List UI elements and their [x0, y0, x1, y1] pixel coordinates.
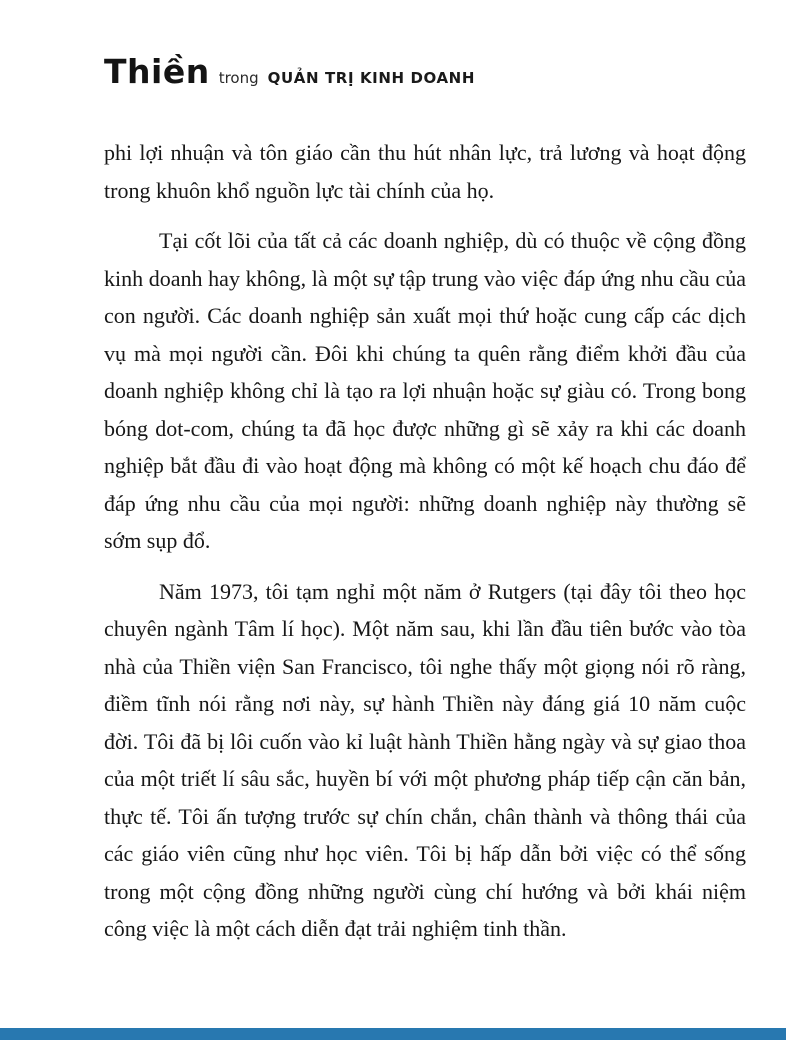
book-title-connector: trong — [218, 69, 259, 87]
paragraph-2: Tại cốt lõi của tất cả các doanh nghiệp, dù có thuộc về cộng đồng kinh doanh hay không, là một sự tập trung vào việc đáp ứng nhu cầu của con người. Các doanh nghiệp sản xuất mọi thứ hoặc cung cấp các dịch vụ mà mọi người cần. Đôi khi chúng ta quên rằng điểm khởi đầu của doanh nghiệp không chỉ là tạo ra lợi nhuận hoặc sự giàu có. Trong bong bóng dot-com, chúng ta đã học được những gì sẽ xảy ra khi các doanh nghiệp bắt đầu đi vào hoạt động mà không có một kế hoạch chu đáo để đáp ứng nhu cầu của mọi người: những doanh nghiệp này thường sẽ sớm sụp đổ. — [104, 228, 746, 553]
paragraph-1: phi lợi nhuận và tôn giáo cần thu hút nhân lực, trả lương và hoạt động trong khuôn khổ nguồn lực tài chính của họ. — [104, 140, 746, 203]
book-title-subtitle: QUẢN TRỊ KINH DOANH — [267, 69, 475, 87]
book-title-brand: Thiền — [104, 52, 210, 91]
page-header — [104, 52, 475, 91]
page-body — [104, 134, 746, 961]
page-bottom-accent-bar — [0, 1028, 786, 1040]
paragraph-3: Năm 1973, tôi tạm nghỉ một năm ở Rutgers (tại đây tôi theo học chuyên ngành Tâm lí học). Một năm sau, khi lần đầu tiên bước vào tòa nhà của Thiền viện San Francisco, tôi nghe thấy một giọng nói rõ ràng, điềm tĩnh nói rằng nơi này, sự hành Thiền này đáng giá 10 năm cuộc đời. Tôi đã bị lôi cuốn vào kỉ luật hành Thiền hằng ngày và sự giao thoa của một triết lí sâu sắc, huyền bí với một phương pháp tiếp cận căn bản, thực tế. Tôi ấn tượng trước sự chín chắn, chân thành và thông thái của các giáo viên cũng như học viên. Tôi bị hấp dẫn bởi việc có thể sống trong một cộng đồng những người cùng chí hướng và bởi khái niệm công việc là một cách diễn đạt trải nghiệm tinh thần. — [104, 578, 746, 941]
